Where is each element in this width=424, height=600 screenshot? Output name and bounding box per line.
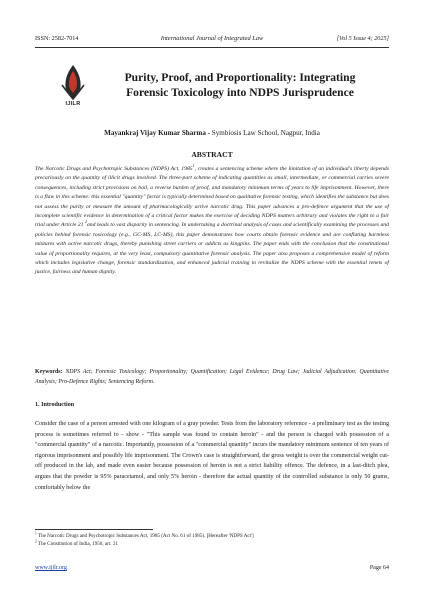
author-name: Mayankraj Vijay Kumar Sharma - [104, 129, 211, 137]
abstract-text-2: , creates a sentencing scheme where the limitation of an individual's liberty depends precariously on the quantity of illicit drugs involved. The three-part scheme of indicating quantities as small, intermediate, or commercial carries severe consequences, including strict provisions on bail, a reverse burden of proof, and mandatory minimum terms of years to life imprisonment. However, there is a flaw in this scheme: this essential "quantity" factor is typically determined based on qualitative forensic testing, which identifies the substance but does not assess the purity or measure the amount of pharmacologically active narcotic drug. This paper advances a pro-defence argument that the use of incomplete scientific evidence in determination of a critical factor makes the exercise of deciding NDPS matters arbitrary and violates the right to a fair trial under Article 21 [35, 166, 389, 229]
volume-issue: [Vol 5 Issue 4; 2025] [336, 35, 389, 42]
introduction-paragraph: Consider the case of a person arrested with one kilogram of a gray powder. Tests from the laboratory reference - a preliminary test as the testing process is sometimes referred to - show - "This sample was found to contain heroin" - and the person is charged with possession of a "commercial quantity" of a narcotic. Importantly, possession of a "commercial quantity" incurs the mandatory minimum sentence of ten years of rigorous imprisonment and possibly life imprisonment. The Crown's case is straightforward, the gross weight is over the commercial weight cut-off produced in the lab, and made even easier because possession of heroin is not a strict liability offence. The defence, in a last-ditch plea, argues that the powder is 95% paracetamol, and only 5% heroin - therefore the actual quantity of the controlled substance is only 50 grams, comfortably below the [35, 421, 389, 491]
journal-website-link[interactable]: www.ijilr.org [35, 565, 67, 571]
keywords-block [35, 368, 389, 387]
footnote-number: 1 [35, 531, 37, 536]
abstract-body [35, 165, 389, 278]
abstract-text-1: The Narcotic Drugs and Psychotropic Substances (NDPS) Act, 1985 [35, 166, 193, 172]
footnotes [35, 533, 389, 548]
footnote-ref-2[interactable]: 2 [84, 219, 87, 225]
section-heading: 1. Introduction [35, 402, 75, 408]
title-line-1: Purity, Proof, and Proportionality: Integrating [124, 71, 356, 84]
introduction-body [35, 419, 389, 493]
abstract-heading: ABSTRACT [191, 150, 233, 159]
footnote-number: 2 [35, 538, 37, 543]
issn-text: ISSN: 2582-7014 [35, 35, 79, 42]
footnote-text: The Constitution of India, 1950, art. 21 [36, 540, 118, 547]
journal-name: International Journal of Integrated Law [160, 35, 264, 42]
footnote-divider [35, 529, 153, 530]
author-line [0, 129, 424, 137]
footnote-text: The Narcotic Drugs and Psychotropic Substances Act, 1985 (Act No. 61 of 1985). [Hereafter 'NDPS Act'] [36, 533, 254, 539]
footnote-1 [35, 533, 389, 541]
footnote-2 [35, 538, 389, 549]
journal-logo-icon [58, 63, 88, 101]
keywords-label: Keywords: [35, 369, 63, 375]
page-number: Page 64 [369, 565, 389, 571]
header-divider [35, 47, 389, 48]
logo-text: IJILR [65, 101, 81, 107]
author-affiliation: Symbiosis Law School, Nagpur, India [210, 129, 320, 137]
footnote-ref-1[interactable]: 1 [192, 163, 195, 169]
title-line-2: Forensic Toxicology into NDPS Jurisprudence [126, 86, 354, 99]
running-header [35, 33, 389, 45]
paper-title [96, 70, 384, 100]
abstract-text-3: and leads to vast disparity in sentencing. In undertaking a doctrinal analysis of cases and scientifically examining the processes and policies behind forensic toxicology (e.g., GC-MS, LC-MS), this paper demonstrates how courts obtain forensic evidence and are conflating harmless mixtures with active narcotic drugs, thereby punishing street carriers or addicts as kingpins. The paper ends with the conclusion that the constitutional value of proportionality requires, at the very least, compulsory quantitative forensic analysis. The paper also proposes a comprehensive model of reform which includes legislative change, forensic standardization, and enhanced judicial training to revitalize the NDPS scheme with the essential tenets of justice, fairness and human dignity. [35, 222, 389, 276]
keywords-text: NDPS Act; Forensic Toxicology; Proportionality; Quantification; Legal Evidence; Drug Law; Judicial Adjudication; Quantitative Analysis; Pro-Defence Rights; Sentencing Reform. [35, 369, 389, 385]
